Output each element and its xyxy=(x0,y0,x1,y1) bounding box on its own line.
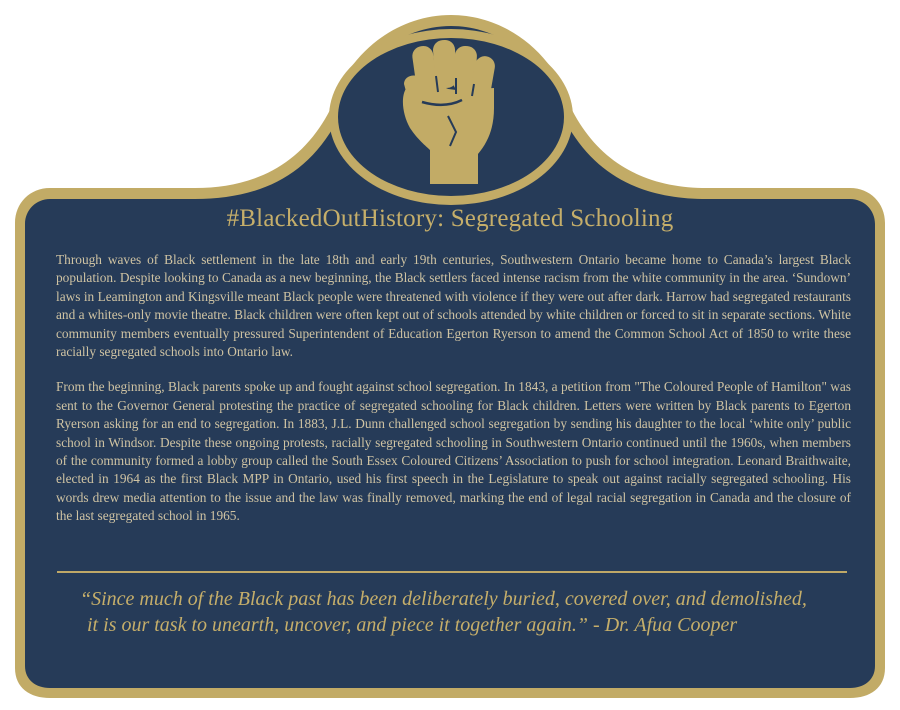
plaque-content xyxy=(50,205,850,543)
quote-line-1: “Since much of the Black past has been deliberately buried, covered over, and demolished, xyxy=(80,588,807,610)
paragraph-settlement: Through waves of Black settlement in the late 18th and early 19th centuries, Southwestern Ontario became home to Canada’s largest Black population. Despite looking to Canada as a new beginning, the Black settlers faced intense racism from the white community in the area. ‘Sundown’ laws in Leamington and Kingsville meant Black people were threatened with violence if they were out after dark. Harrow had segregated restaurants and a whites-only movie theatre. Black children were often kept out of schools attended by white children or forced to sit in separate sections. White community members eventually pressured Superintendent of Education Egerton Ryerson to amend the Common School Act of 1850 to write these racially segregated schools into Ontario law. xyxy=(56,252,851,360)
raised-fist-icon xyxy=(396,36,506,186)
quote-line-2: it is our task to unearth, uncover, and piece it together again.” - Dr. Afua Cooper xyxy=(87,614,738,636)
plaque-title: #BlackedOutHistory: Segregated Schooling xyxy=(226,205,674,232)
divider-line xyxy=(57,571,847,573)
paragraph-resistance: From the beginning, Black parents spoke up and fought against school segregation. In 1843, a petition from "The Coloured People of Hamilton" was sent to the Governor General protesting the practice of segregated schooling for Black children. Letters were written by Black parents to Egerton Ryerson asking for an end to segregation. In 1883, J.L. Dunn challenged school segregation by sending his daughter to the local ‘white only’ public school in Windsor. Despite these ongoing protests, racially segregated schooling in Southwestern Ontario continued until the 1960s, when members of the community formed a lobby group called the South Essex Coloured Citizens’ Association to push for school integration. Leonard Braithwaite, elected in 1964 as the first Black MPP in Ontario, used his first speech in the Legislature to speak out against racially segregated schooling. His words drew media attention to the issue and the law was finally removed, marking the end of legal racial segregation in Canada and the closure of the last segregated school in 1965. xyxy=(56,379,851,524)
quote-block xyxy=(60,586,850,638)
